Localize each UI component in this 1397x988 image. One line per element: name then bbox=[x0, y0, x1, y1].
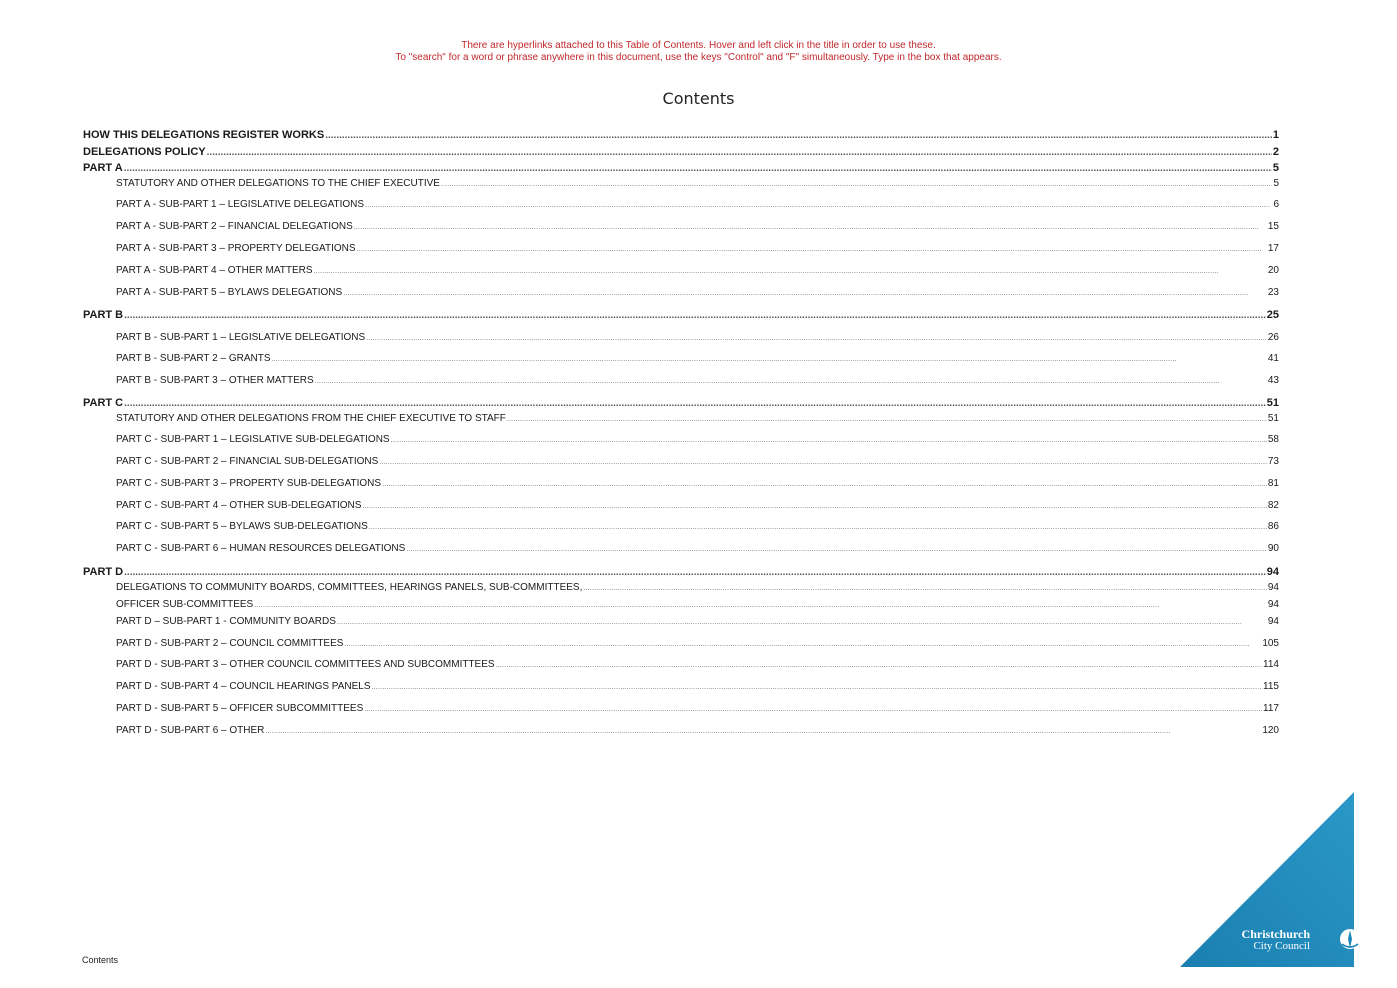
toc-entry-title: PART D - SUB-PART 5 – OFFICER SUBCOMMITTEES bbox=[116, 703, 364, 714]
dot-leader bbox=[372, 681, 1263, 695]
toc-entry-page: 5 bbox=[1272, 162, 1279, 174]
toc-entry-page: 115 bbox=[1263, 681, 1279, 692]
logo-line-2: City Council bbox=[1253, 940, 1310, 952]
toc-entry-page: 86 bbox=[1267, 521, 1279, 532]
logo-line-1: Christchurch bbox=[1241, 927, 1310, 941]
toc-entry-title: PART B - SUB-PART 1 – LEGISLATIVE DELEGATIONS bbox=[116, 332, 366, 343]
toc-entry-part-b-sub-1[interactable] bbox=[83, 331, 1279, 345]
dot-leader bbox=[272, 353, 1267, 367]
toc-entry-title: DELEGATIONS TO COMMUNITY BOARDS, COMMITTEES, HEARINGS PANELS, SUB-COMMITTEES, bbox=[116, 582, 583, 593]
toc-entry-page: 23 bbox=[1267, 287, 1279, 298]
toc-entry-part-a-sub-2[interactable] bbox=[83, 220, 1279, 234]
toc-entry-page: 17 bbox=[1267, 243, 1279, 254]
toc-entry-title: HOW THIS DELEGATIONS REGISTER WORKS bbox=[83, 129, 325, 141]
toc-entry-page: 114 bbox=[1263, 659, 1279, 670]
dot-leader bbox=[354, 221, 1267, 235]
toc-entry-page: 58 bbox=[1267, 434, 1279, 445]
dot-leader bbox=[315, 375, 1267, 389]
dot-leader bbox=[124, 565, 1266, 581]
toc-entry-page: 120 bbox=[1262, 725, 1279, 736]
toc-entry-part-d-sub-4[interactable] bbox=[83, 680, 1279, 694]
toc-entry-part-d-officer-sub-committees[interactable] bbox=[83, 598, 1279, 612]
toc-entry-title: PART C - SUB-PART 5 – BYLAWS SUB-DELEGATIONS bbox=[116, 521, 368, 532]
dot-leader bbox=[314, 265, 1267, 279]
toc-entry-page: 105 bbox=[1262, 638, 1279, 649]
dot-leader bbox=[344, 638, 1261, 652]
toc-entry-page: 51 bbox=[1267, 413, 1279, 424]
toc-entry-title: PART D - SUB-PART 2 – COUNCIL COMMITTEES bbox=[116, 638, 344, 649]
toc-entry-part-a-sub-4[interactable] bbox=[83, 264, 1279, 278]
toc-entry-part-d-sub-2[interactable] bbox=[83, 637, 1279, 651]
toc-entry-part-c-sub-3[interactable] bbox=[83, 477, 1279, 491]
dot-leader bbox=[207, 145, 1272, 161]
dot-leader bbox=[583, 582, 1267, 596]
dot-leader bbox=[362, 500, 1266, 514]
notice-line-2: To "search" for a word or phrase anywhere in this document, use the keys "Control" and "F" simultaneously. Type in the box that appears. bbox=[395, 52, 1002, 63]
dot-leader bbox=[379, 456, 1267, 470]
toc-entry-part-b[interactable] bbox=[83, 307, 1279, 323]
toc-entry-page: 94 bbox=[1266, 566, 1279, 578]
toc-entry-title: PART D bbox=[83, 566, 124, 578]
toc-entry-page: 5 bbox=[1273, 178, 1279, 189]
toc-entry-title: PART D - SUB-PART 4 – COUNCIL HEARINGS PANELS bbox=[116, 681, 371, 692]
toc-entry-delegations-policy[interactable] bbox=[83, 144, 1279, 160]
toc-entry-page: 81 bbox=[1267, 478, 1279, 489]
toc-entry-part-a[interactable] bbox=[83, 160, 1279, 176]
toc-entry-title: PART A - SUB-PART 1 – LEGISLATIVE DELEGATIONS bbox=[116, 199, 365, 210]
dot-leader bbox=[265, 725, 1261, 739]
toc-entry-page: 20 bbox=[1267, 265, 1279, 276]
toc-entry-part-d-sub-6[interactable] bbox=[83, 724, 1279, 738]
toc-entry-title: PART D – SUB-PART 1 - COMMUNITY BOARDS bbox=[116, 616, 336, 627]
dot-leader bbox=[364, 703, 1262, 717]
toc-entry-part-c-statutory[interactable] bbox=[83, 412, 1279, 426]
toc-entry-title: OFFICER SUB-COMMITTEES bbox=[116, 599, 254, 610]
dot-leader bbox=[441, 178, 1272, 192]
toc-entry-title: STATUTORY AND OTHER DELEGATIONS TO THE CHIEF EXECUTIVE bbox=[116, 178, 440, 189]
dot-leader bbox=[406, 543, 1267, 557]
toc-entry-title: PART C - SUB-PART 3 – PROPERTY SUB-DELEGATIONS bbox=[116, 478, 382, 489]
toc-entry-title: PART C bbox=[83, 397, 124, 409]
toc-entry-page: 51 bbox=[1266, 397, 1279, 409]
toc-entry-how-this-register-works[interactable] bbox=[83, 127, 1279, 143]
toc-entry-page: 15 bbox=[1267, 221, 1279, 232]
toc-entry-part-c-sub-6[interactable] bbox=[83, 542, 1279, 556]
dot-leader bbox=[496, 659, 1262, 673]
dot-leader bbox=[325, 128, 1272, 144]
dot-leader bbox=[382, 478, 1267, 492]
christchurch-city-council-logo bbox=[1180, 792, 1356, 968]
toc-entry-part-a-sub-3[interactable] bbox=[83, 242, 1279, 256]
toc-entry-part-c-sub-5[interactable] bbox=[83, 520, 1279, 534]
toc-entry-page: 82 bbox=[1267, 500, 1279, 511]
toc-entry-part-d-sub-5[interactable] bbox=[83, 702, 1279, 716]
toc-entry-page: 43 bbox=[1267, 375, 1279, 386]
toc-entry-page: 6 bbox=[1273, 199, 1279, 210]
toc-entry-part-c-sub-2[interactable] bbox=[83, 455, 1279, 469]
dot-leader bbox=[366, 332, 1267, 346]
dot-leader bbox=[357, 243, 1267, 257]
dot-leader bbox=[337, 616, 1267, 630]
toc-entry-title: PART A - SUB-PART 3 – PROPERTY DELEGATIONS bbox=[116, 243, 356, 254]
toc-entry-page: 1 bbox=[1272, 129, 1279, 141]
toc-entry-page: 41 bbox=[1267, 353, 1279, 364]
dot-leader bbox=[124, 308, 1266, 324]
toc-entry-title: PART C - SUB-PART 6 – HUMAN RESOURCES DELEGATIONS bbox=[116, 543, 406, 554]
toc-entry-page: 26 bbox=[1267, 332, 1279, 343]
toc-entry-title: PART A bbox=[83, 162, 123, 174]
page-footer: Contents bbox=[82, 955, 119, 965]
toc-entry-part-d-sub-1[interactable] bbox=[83, 615, 1279, 629]
toc-entry-title: PART B - SUB-PART 3 – OTHER MATTERS bbox=[116, 375, 314, 386]
toc-entry-part-d[interactable] bbox=[83, 564, 1279, 580]
toc-entry-part-c-sub-1[interactable] bbox=[83, 433, 1279, 447]
toc-entry-page: 94 bbox=[1267, 616, 1279, 627]
toc-entry-part-b-sub-3[interactable] bbox=[83, 374, 1279, 388]
toc-entry-page: 2 bbox=[1272, 146, 1279, 158]
toc-entry-title: PART D - SUB-PART 3 – OTHER COUNCIL COMMITTEES AND SUBCOMMITTEES bbox=[116, 659, 495, 670]
toc-entry-page: 117 bbox=[1263, 703, 1279, 714]
dot-leader bbox=[507, 413, 1267, 427]
toc-entry-title: PART B bbox=[83, 309, 124, 321]
toc-entry-title: DELEGATIONS POLICY bbox=[83, 146, 206, 158]
toc-entry-part-c[interactable] bbox=[83, 395, 1279, 411]
toc-entry-part-a-sub-5[interactable] bbox=[83, 286, 1279, 300]
page-title: Contents bbox=[662, 89, 735, 108]
toc-entry-part-c-sub-4[interactable] bbox=[83, 499, 1279, 513]
notice-line-1: There are hyperlinks attached to this Table of Contents. Hover and left click in the title in order to use these. bbox=[461, 40, 936, 51]
dot-leader bbox=[124, 161, 1272, 177]
logo-wordmark bbox=[1242, 928, 1310, 952]
toc-entry-title: PART C - SUB-PART 2 – FINANCIAL SUB-DELEGATIONS bbox=[116, 456, 379, 467]
toc-entry-title: PART C - SUB-PART 1 – LEGISLATIVE SUB-DELEGATIONS bbox=[116, 434, 390, 445]
toc-entry-part-d-delegations[interactable] bbox=[83, 581, 1279, 595]
toc-entry-part-a-sub-1[interactable] bbox=[83, 198, 1279, 212]
toc-entry-page: 94 bbox=[1267, 599, 1279, 610]
toc-entry-title: PART B - SUB-PART 2 – GRANTS bbox=[116, 353, 271, 364]
toc-entry-page: 90 bbox=[1267, 543, 1279, 554]
toc-entry-title: PART D - SUB-PART 6 – OTHER bbox=[116, 725, 265, 736]
toc-entry-title: PART C - SUB-PART 4 – OTHER SUB-DELEGATIONS bbox=[116, 500, 362, 511]
toc-entry-title: PART A - SUB-PART 2 – FINANCIAL DELEGATIONS bbox=[116, 221, 353, 232]
toc-entry-part-d-sub-3[interactable] bbox=[83, 658, 1279, 672]
toc-entry-part-b-sub-2[interactable] bbox=[83, 352, 1279, 366]
toc-entry-title: STATUTORY AND OTHER DELEGATIONS FROM THE CHIEF EXECUTIVE TO STAFF bbox=[116, 413, 506, 424]
dot-leader bbox=[391, 434, 1267, 448]
toc-entry-part-a-statutory[interactable] bbox=[83, 177, 1279, 191]
dot-leader bbox=[369, 521, 1267, 535]
toc-entry-page: 73 bbox=[1267, 456, 1279, 467]
dot-leader bbox=[254, 599, 1267, 613]
dot-leader bbox=[365, 199, 1272, 213]
dot-leader bbox=[343, 287, 1267, 301]
toc-entry-title: PART A - SUB-PART 5 – BYLAWS DELEGATIONS bbox=[116, 287, 343, 298]
toc-entry-page: 25 bbox=[1266, 309, 1279, 321]
dot-leader bbox=[124, 396, 1266, 412]
toc-entry-page: 94 bbox=[1267, 582, 1279, 593]
toc-entry-title: PART A - SUB-PART 4 – OTHER MATTERS bbox=[116, 265, 313, 276]
